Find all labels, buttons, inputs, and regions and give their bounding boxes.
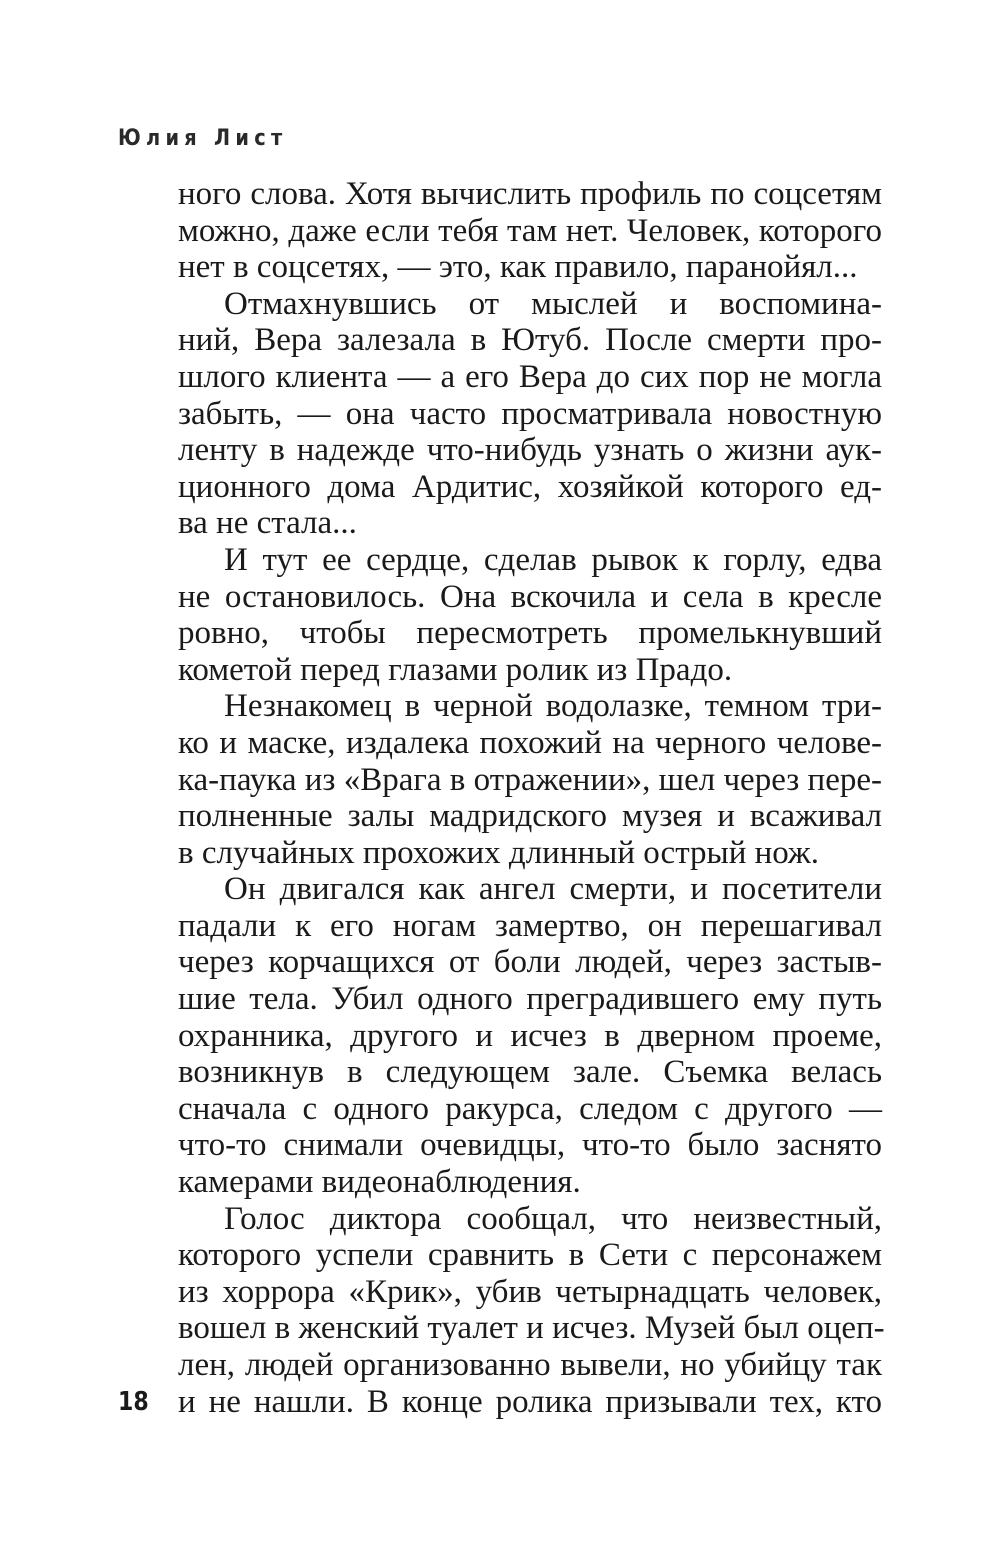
text-line: лен, людей организованно вывели, но убийцу так [178,1347,882,1383]
text-line: Он двигался как ангел смерти, и посетители [224,871,882,908]
text-line: забыть, — она часто просматривала новостную [178,395,882,432]
text-line: охранника, другого и исчез в дверном проеме, [178,1017,882,1054]
text-line: ка-паука из «Врага в отражении», шел через пере- [178,761,882,798]
body-text [178,176,885,1420]
text-line: вошел в женский туалет и исчез. Музей был оцеп- [178,1310,885,1347]
text-line: сначала с одного ракурса, следом с другого — [178,1090,882,1127]
text-line: шлого клиента — а его Вера до сих пор не могла [178,358,882,395]
text-line: И тут ее сердце, сделав рывок к горлу, едва [224,541,882,578]
text-line: падали к его ногам замертво, он перешагивал [178,907,882,944]
page-number: 18 [118,1387,149,1417]
text-line: камерами видеонаблюдения. [178,1164,581,1201]
text-line: ко и маске, издалека похожий на черного челове- [178,724,882,761]
text-line: через корчащихся от боли людей, через застыв- [178,944,882,981]
text-line: возникнув в следующем зале. Съемка велась [178,1054,882,1091]
text-line: и не нашли. В конце ролика призывали тех, кто [178,1383,882,1420]
text-line: Голос диктора сообщал, что неизвестный, [224,1200,882,1237]
text-line: кометой перед глазами ролик из Прадо. [178,651,733,688]
text-line: не остановилось. Она вскочила и села в кресле [178,578,882,615]
text-line: нет в соцсетях, — это, как правило, паранойял... [178,249,858,286]
text-line: ний, Вера залезала в Ютуб. После смерти про- [178,322,882,359]
text-line: можно, даже если тебя там нет. Человек, которого [178,212,882,249]
text-line: ционного дома Ардитис, хозяйкой которого ед- [178,468,882,505]
text-line: из хоррора «Крик», убив четырнадцать человек, [178,1273,882,1310]
text-line: в случайных прохожих длинный острый нож. [178,834,819,871]
text-line: ного слова. Хотя вычислить профиль по соцсетям [178,176,882,212]
text-line: ва не стала... [178,505,357,542]
running-head: Юлия Лист [118,126,288,151]
text-line: Отмахнувшись от мыслей и воспомина- [224,285,882,322]
text-line: ровно, чтобы пересмотреть промелькнувший [178,615,882,652]
text-line: Незнакомец в черной водолазке, темном три- [224,688,882,725]
text-line: ленту в надежде что-нибудь узнать о жизни аук- [178,432,882,469]
text-line: шие тела. Убил одного преградившего ему путь [178,981,882,1018]
text-line: полненные залы мадридского музея и всаживал [178,798,882,835]
text-line: что-то снимали очевидцы, что-то было заснято [178,1127,882,1164]
text-line: которого успели сравнить в Сети с персонажем [178,1237,882,1274]
